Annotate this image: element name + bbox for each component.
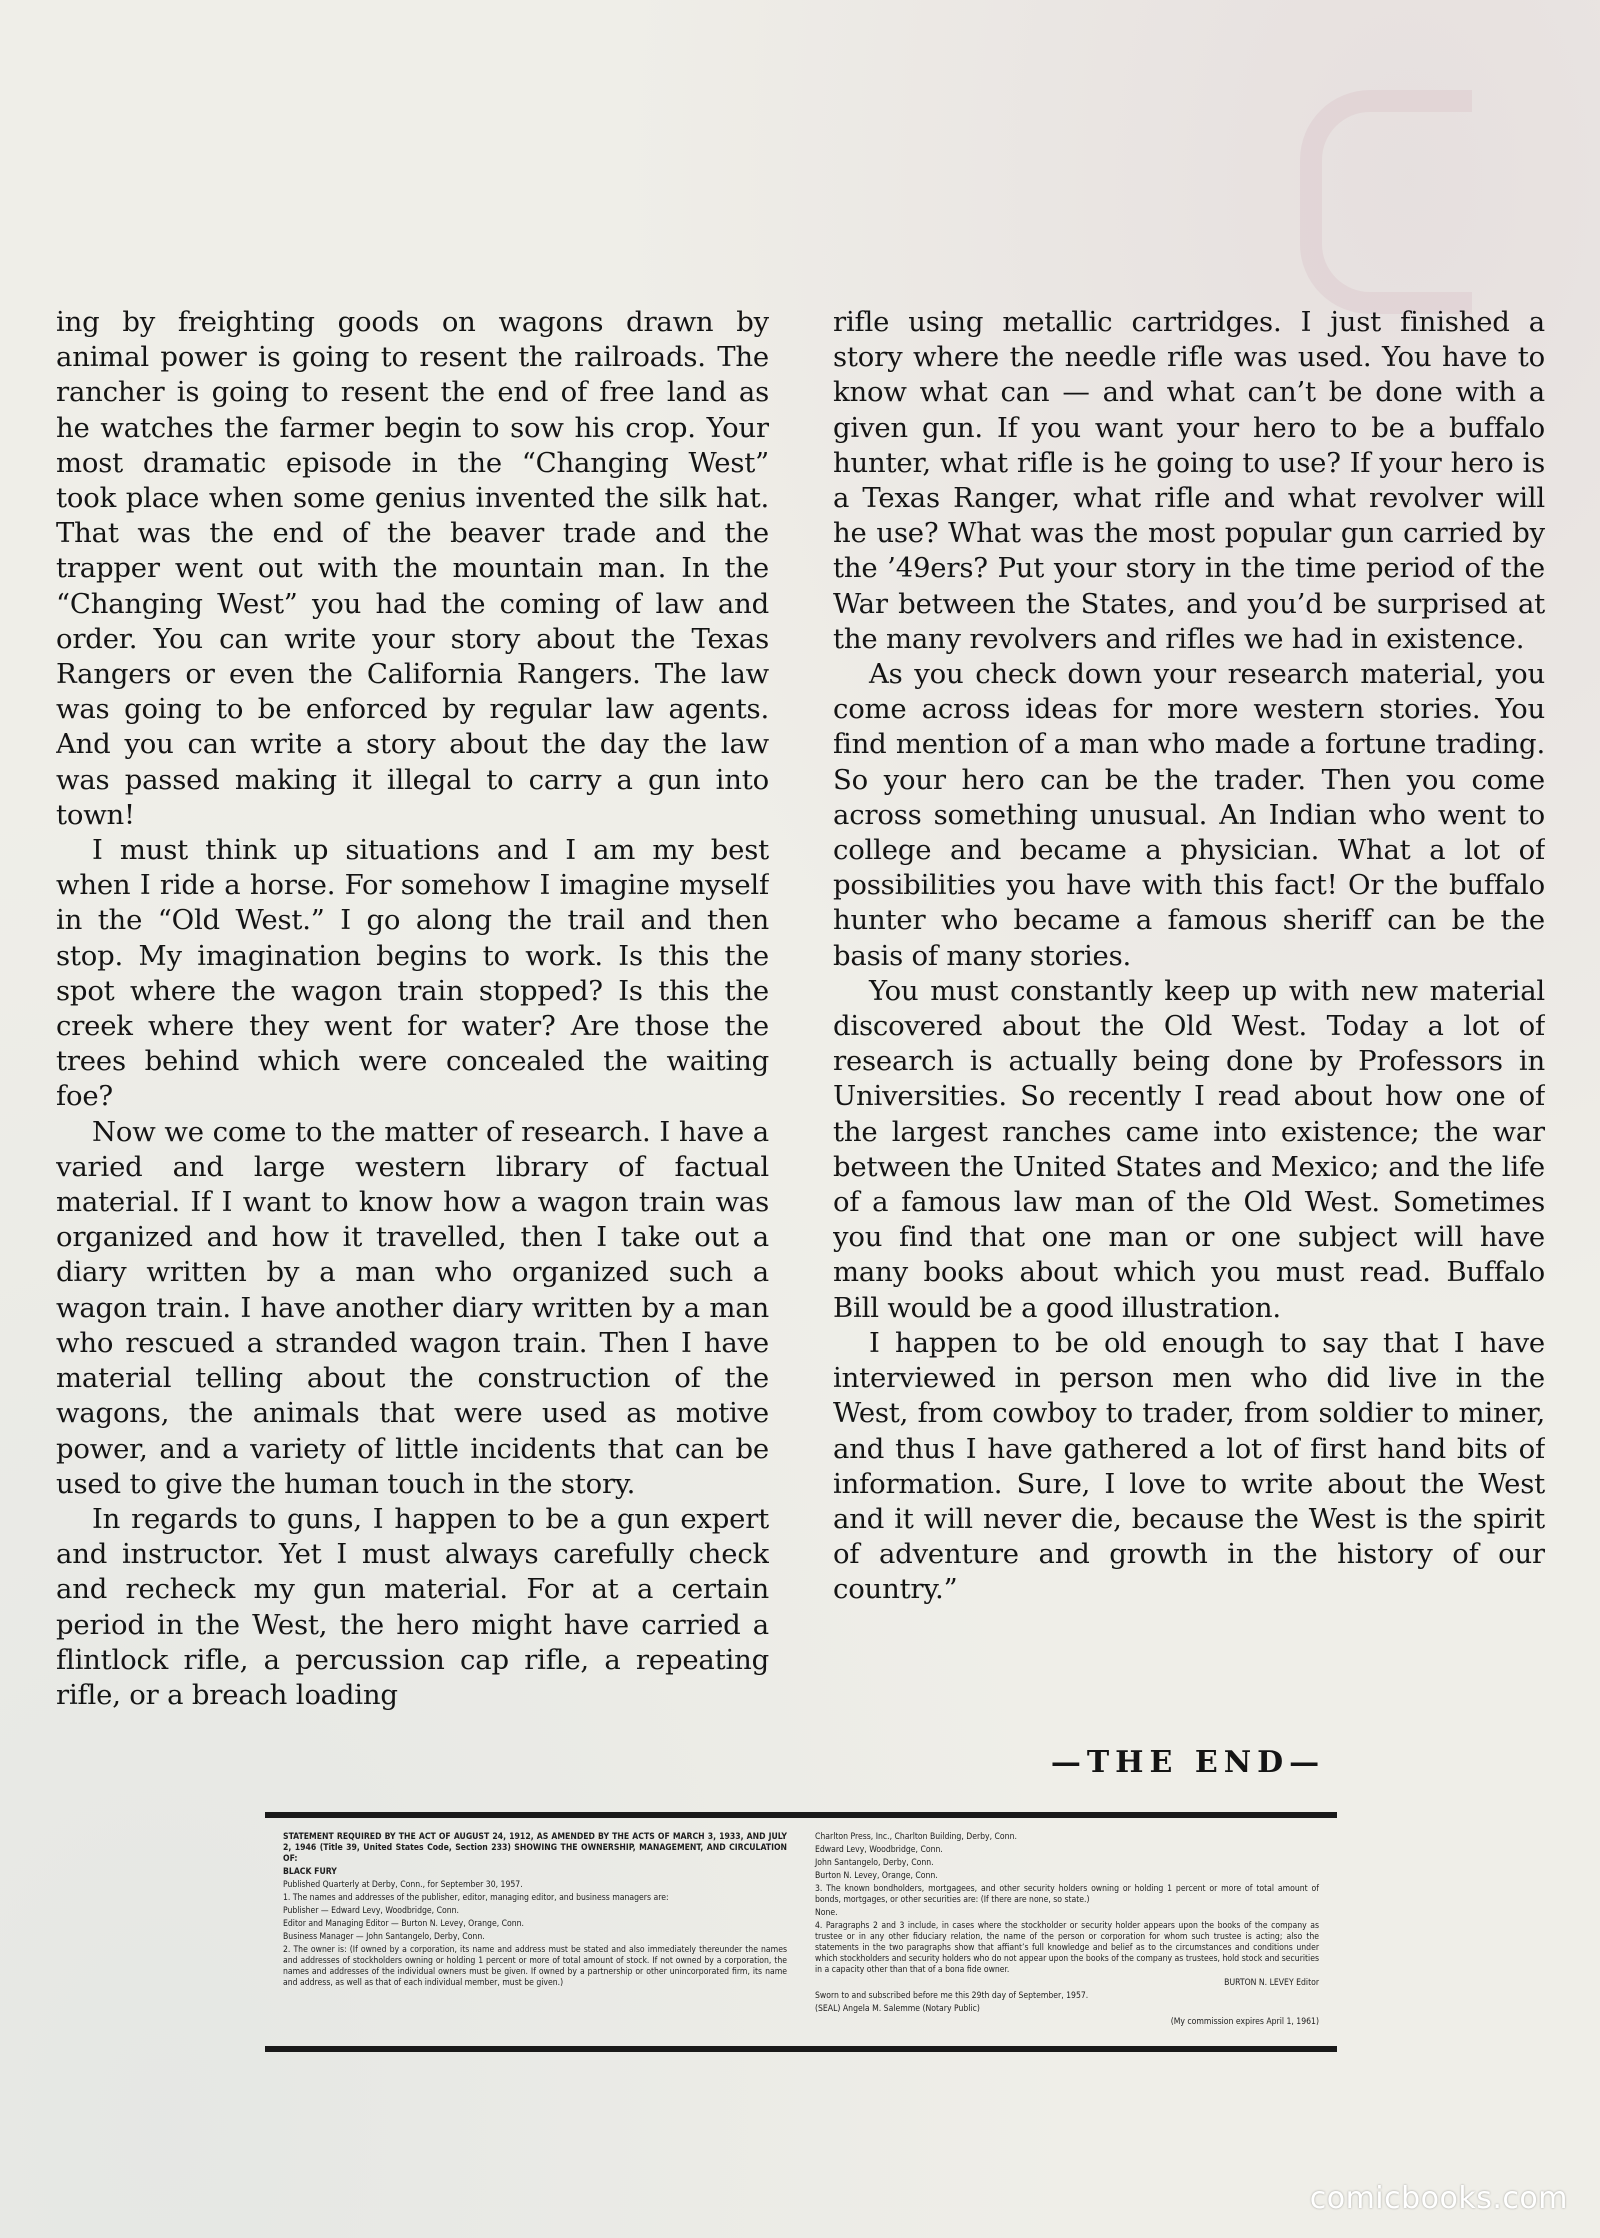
ownership-statement <box>265 1812 1337 2052</box>
paragraph: ing by freighting goods on wagons drawn by animal power is going to resent the railroads. The rancher is going to resent the end of free land as he watches the farmer begin to sow his crop. Your most dramatic episode in the “Changing West” took place when some genius invented the silk hat. That was the end of the beaver trade and the trapper went out with the mountain man. In the “Changing West” you had the coming of law and order. You can write your story about the Texas Rangers or even the California Rangers. The law was going to be enforced by regular law agents. And you can write a story about the day the law was passed making it illegal to carry a gun into town! <box>56 306 769 831</box>
statement-line: (My commission expires April 1, 1961) <box>1170 2017 1319 2027</box>
paragraph: You must constantly keep up with new material discovered about the Old West. Today a lot of research is actually being done by Professors in Universities. So recently I read about how one of the largest ranches came into existence; the war between the United States and Mexico; and the life of a famous law man of the Old West. Sometimes you find that one man or one subject will have many books about which you must read. Buffalo Bill would be a good illustration. <box>833 974 1545 1324</box>
statement-line: Charlton Press, Inc., Charlton Building, Derby, Conn. <box>815 1832 1017 1842</box>
paragraph: Now we come to the matter of research. I have a varied and large western library of factual material. If I want to know how a wagon train was organized and how it travelled, then I take out a diary written by a man who organized such a wagon train. I have another diary written by a man who rescued a stranded wagon train. Then I have material telling about the construction of the wagons, the animals that were used as motive power, and a variety of little incidents that can be used to give the human touch in the story. <box>56 1115 769 1500</box>
statement-line: 2. The owner is: (If owned by a corporation, its name and address must be stated and also immediately thereunder the names and addresses of stockholders owning or holding 1 percent or more of total amount of stock. If not owned by a corporation, the names and addresses of the individual owners must be given. If owned by a partnership or other unincorporated firm, its name and address, as well as that of each individual member, must be given.) <box>283 1945 787 1988</box>
paragraph: In regards to guns, I happen to be a gun expert and instructor. Yet I must always carefully check and recheck my gun material. For at a certain period in the West, the hero might have carried a flintlock rifle, a percussion cap rifle, a repeating rifle, or a breach loading <box>56 1502 769 1711</box>
statement-line: Business Manager — John Santangelo, Derby, Conn. <box>283 1932 485 1942</box>
paragraph: As you check down your research material, you come across ideas for more western stories. You find mention of a man who made a fortune trading. So your hero can be the trader. Then you come across something unusual. An Indian who went to college and became a physician. What a lot of possibilities you have with this fact! Or the buffalo hunter who became a famous sheriff can be the basis of many stories. <box>833 658 1545 972</box>
statement-line: Sworn to and subscribed before me this 29th day of September, 1957. <box>815 1991 1089 2001</box>
paragraph: rifle using metallic cartridges. I just finished a story where the needle rifle was used. You have to know what can — and what can’t be done with a given gun. If you want your hero to be a buffalo hunter, what rifle is he going to use? If your hero is a Texas Ranger, what rifle and what revolver will he use? What was the most popular gun carried by the ’49ers? Put your story in the time period of the War between the States, and you’d be surprised at the many revolvers and rifles we had in existence. <box>833 306 1545 655</box>
bleed-through-graphic <box>1300 90 1472 314</box>
statement-line: 3. The known bondholders, mortgagees, and other security holders owning or holding 1 percent or more of total amount of bonds, mortgages, or other securities are: (If there are none, so state.) <box>815 1884 1319 1905</box>
paragraph: I must think up situations and I am my best when I ride a horse. For somehow I imagine myself in the “Old West.” I go along the trail and then stop. My imagination begins to work. Is this the spot where the wagon train stopped? Is this the creek where they went for water? Are those the trees behind which were concealed the waiting foe? <box>56 834 769 1113</box>
source-watermark: comicbooks.com <box>1309 2181 1568 2216</box>
statement-line: Burton N. Levey, Orange, Conn. <box>815 1871 938 1881</box>
statement-signature: BURTON N. LEVEY Editor <box>1224 1978 1319 1988</box>
statement-line: John Santangelo, Derby, Conn. <box>815 1858 934 1868</box>
article-column-right <box>833 305 1545 1795</box>
statement-line: None. <box>815 1908 838 1918</box>
statement-line: Published Quarterly at Derby, Conn., for September 30, 1957. <box>283 1880 523 1890</box>
statement-line: Publisher — Edward Levy, Woodbridge, Conn. <box>283 1906 459 1916</box>
statement-title: BLACK FURY <box>283 1867 337 1877</box>
paragraph: I happen to be old enough to say that I have interviewed in person men who did live in the West, from cowboy to trader, from soldier to miner, and thus I have gathered a lot of first hand bits of information. Sure, I love to write about the West and it will never die, because the West is the spirit of adventure and growth in the history of our country.” <box>833 1326 1545 1606</box>
statement-line: 4. Paragraphs 2 and 3 include, in cases where the stockholder or security holder appears upon the books of the company as trustee or in any other fiduciary relation, the name of the person or corporation for whom such trustee is acting; also the statements in the two paragraphs show that affiant’s full knowledge and belief as to the circumstances and conditions under which stockholders and security holders who do not appear upon the books of the company as trustees, hold stock and securities in a capacity other than that of a bona fide owner. <box>815 1921 1319 1975</box>
article-column-left <box>56 305 769 1795</box>
statement-column-left <box>283 1832 787 2032</box>
statement-line: Editor and Managing Editor — Burton N. Levey, Orange, Conn. <box>283 1919 525 1929</box>
statement-line: Edward Levy, Woodbridge, Conn. <box>815 1845 943 1855</box>
statement-line: 1. The names and addresses of the publisher, editor, managing editor, and business managers are: <box>283 1893 669 1903</box>
statement-column-right <box>815 1832 1319 2032</box>
statement-heading: STATEMENT REQUIRED BY THE ACT OF AUGUST 24, 1912, AS AMENDED BY THE ACTS OF MARCH 3, 1933, AND JULY 2, 1946 (Title 39, United States Code, Section 233) SHOWING THE OWNERSHIP, MANAGEMENT, AND CIRCULATION OF: <box>283 1832 787 1864</box>
statement-line: (SEAL) Angela M. Salemme (Notary Public) <box>815 2004 980 2014</box>
the-end-label: —THE END— <box>1050 1745 1326 1780</box>
